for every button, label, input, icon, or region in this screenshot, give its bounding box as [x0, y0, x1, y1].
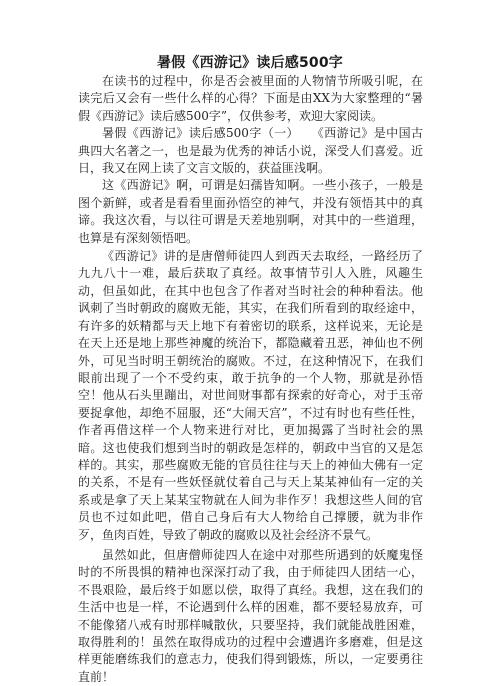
- paragraph-essay-one-opening: 暑假《西游记》读后感500字（一） 《西游记》是中国古典四大名著之一，也是最为优秀的神话小说，深受人们喜爱。近日，我又在网上读了文言文版的，获益匪浅啊。: [78, 126, 423, 176]
- paragraph-intro: 在读书的过程中，你是否会被里面的人物情节所吸引呢，在读完后又会有一些什么样的心得？下面是由XX为大家整理的“暑假《西游记》读后感500字”，仅供参考，欢迎大家阅读。: [78, 74, 423, 123]
- paragraph-story-analysis: 《西游记》讲的是唐僧师徒四人到西天去取经，一路经历了九九八十一难，最后获取了真经。故事情节引人入胜，风趣生动，但虽如此，在其中也包含了作者对当时社会的种种看法。他讽刺了当时朝政的腐败无能，其实，在我们所看到的取经途中，有许多的妖精都与天上地下有着密切的联系，这样说来，无论是在天上还是地上那些神魔的统治下，都隐藏着丑恶，神仙也不例外，可见当时明王朝统治的腐败。不过，在这种情况下，在我们眼前出现了一个不受约束，敢于抗争的一个人物，那就是孙悟空！他从石头里蹦出，对世间财事都有探索的好奇心，对于玉帝要捉拿他，却绝不屈服，还“大闹天宫”，不过有时也有些任性，作者再借这样一个人物来进行对比，更加揭露了当时社会的黑暗。这也使我们想到当时的朝政是怎样的，朝政中当官的又是怎样的。其实，那些腐败无能的官员往往与天上的神仙大佛有一定的关系，不是有一些妖怪就仗着自己与天上某某神仙有一定的关系或是拿了天上某某宝物就在人间为非作歹！我想这些人间的官员也不过如此吧，借自己身后有大人物给自己撑腰，就为非作歹，鱼肉百姓，导致了朝政的腐败以及社会经济不景气。: [78, 249, 423, 542]
- paragraph-conclusion: 虽然如此，但唐僧师徒四人在途中对那些所遇到的妖魔鬼怪时的不所畏惧的精神也深深打动了我，由于师徒四人团结一心，不畏艰险，最后终于如愿以偿，取得了真经。我想，这在我们的生活中也是一样，不论遇到什么样的困难，都不要轻易放弃，可不能像猪八戒有时那样喊散伙，只要坚持，我们就能战胜困难，取得胜利的！虽然在取得成功的过程中会遭遇许多磨难，但是这样更能磨练我们的意志力，使我们得到锻炼，所以，一定要勇往直前！: [78, 547, 423, 684]
- paragraph-reading-experience: 这《西游记》啊，可谓是妇孺皆知啊。一些小孩子，一般是图个新鲜，或者是看看里面孙悟空的神气，并没有领悟其中的真谛。我这次看，与以往可谓是天差地别啊，对其中的一些道理，也算是有深刻领悟吧。: [78, 178, 423, 245]
- page-title: 暑假《西游记》读后感500字: [156, 55, 344, 71]
- article-body: [78, 73, 423, 686]
